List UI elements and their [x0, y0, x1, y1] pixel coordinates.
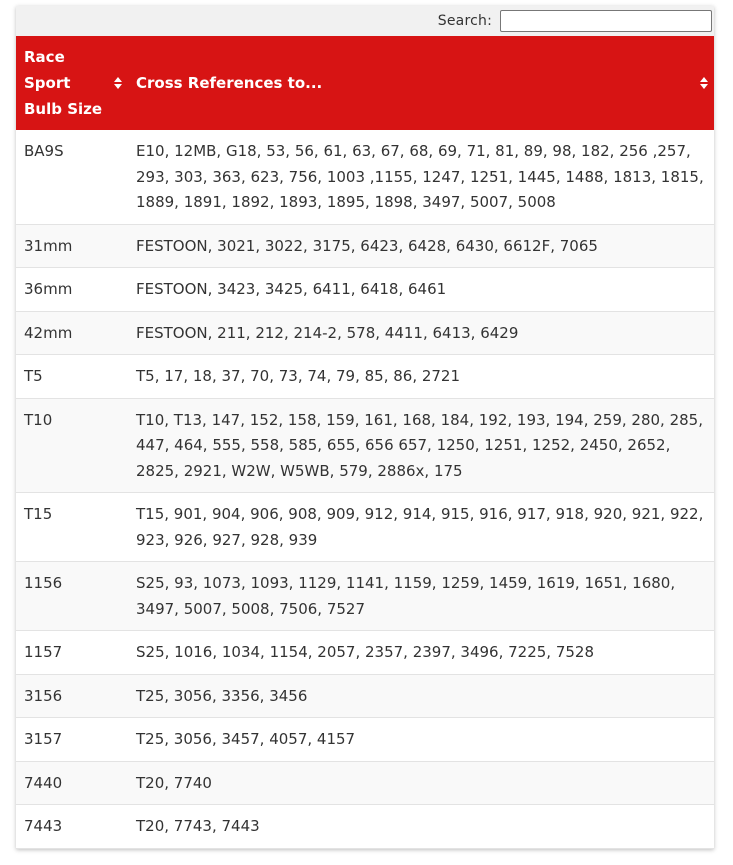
table-row	[16, 398, 714, 493]
cross-references-cell: T20, 7743, 7443	[128, 805, 714, 849]
sort-icon	[114, 77, 122, 89]
table-row	[16, 268, 714, 312]
table-row	[16, 562, 714, 631]
search-input[interactable]	[500, 10, 712, 32]
bulb-size-cell: BA9S	[24, 142, 64, 160]
cross-references-cell: S25, 93, 1073, 1093, 1129, 1141, 1159, 1259, 1459, 1619, 1651, 1680, 3497, 5007, 5008, 7506, 7527	[128, 562, 714, 631]
table-row	[16, 355, 714, 399]
bulb-size-cell: T15	[16, 493, 128, 562]
cross-references-cell: T10, T13, 147, 152, 158, 159, 161, 168, 184, 192, 193, 194, 259, 280, 285, 447, 464, 555, 558, 585, 655, 656 657, 1250, 1251, 1252, 2450, 2652, 2825, 2921, W2W, W5WB, 579, 2886x, 175	[128, 398, 714, 493]
column-header-cross-references[interactable]	[128, 36, 714, 130]
bulb-size-cell: 1156	[16, 562, 128, 631]
bulb-size-cell: 7443	[16, 805, 128, 849]
cross-references-cell: FESTOON, 3021, 3022, 3175, 6423, 6428, 6430, 6612F, 7065	[128, 224, 714, 268]
table-row	[16, 805, 714, 849]
table-row	[16, 130, 714, 224]
cross-references-cell: FESTOON, 3423, 3425, 6411, 6418, 6461	[128, 268, 714, 312]
table-row	[16, 493, 714, 562]
table-row	[16, 674, 714, 718]
column-header-label: Cross References to...	[136, 74, 323, 92]
bulb-size-cell: 3157	[16, 718, 128, 762]
bulb-size-cell: 42mm	[16, 311, 128, 355]
table-row	[16, 718, 714, 762]
column-header-label: Race Sport Bulb Size	[24, 48, 103, 118]
bulb-size-cell: 36mm	[16, 268, 128, 312]
table-row	[16, 224, 714, 268]
cross-references-cell: E10, 12MB, G18, 53, 56, 61, 63, 67, 68, 69, 71, 81, 89, 98, 182, 256 ,257, 293, 303, 363, 623, 756, 1003 ,1155, 1247, 1251, 1445, 1488, 1813, 1815, 1889, 1891, 1892, 1893, 1895, 1898, 3497, 5007, 5008	[136, 142, 704, 211]
bulb-size-cell: T5	[16, 355, 128, 399]
search-bar	[16, 6, 714, 36]
cross-references-cell: T5, 17, 18, 37, 70, 73, 74, 79, 85, 86, 2721	[128, 355, 714, 399]
cross-references-cell: T25, 3056, 3457, 4057, 4157	[128, 718, 714, 762]
cross-references-cell: T15, 901, 904, 906, 908, 909, 912, 914, 915, 916, 917, 918, 920, 921, 922, 923, 926, 927, 928, 939	[128, 493, 714, 562]
cross-references-cell: T20, 7740	[128, 761, 714, 805]
search-label: Search:	[437, 13, 492, 29]
sort-icon	[700, 77, 708, 89]
table-row	[16, 761, 714, 805]
bulb-size-cell: 3156	[16, 674, 128, 718]
table-header-row	[16, 36, 714, 130]
bulb-size-cell: 7440	[16, 761, 128, 805]
bulb-size-cell: T10	[16, 398, 128, 493]
bulb-cross-reference-table-wrapper	[16, 6, 714, 849]
cross-references-cell: S25, 1016, 1034, 1154, 2057, 2357, 2397, 3496, 7225, 7528	[128, 631, 714, 675]
cross-references-cell: FESTOON, 211, 212, 214-2, 578, 4411, 6413, 6429	[128, 311, 714, 355]
table-row	[16, 631, 714, 675]
bulb-size-cell: 1157	[16, 631, 128, 675]
bulb-size-cell: 31mm	[16, 224, 128, 268]
table-row	[16, 311, 714, 355]
cross-references-cell: T25, 3056, 3356, 3456	[128, 674, 714, 718]
cross-reference-table	[16, 36, 714, 849]
column-header-bulb-size[interactable]	[16, 36, 128, 130]
